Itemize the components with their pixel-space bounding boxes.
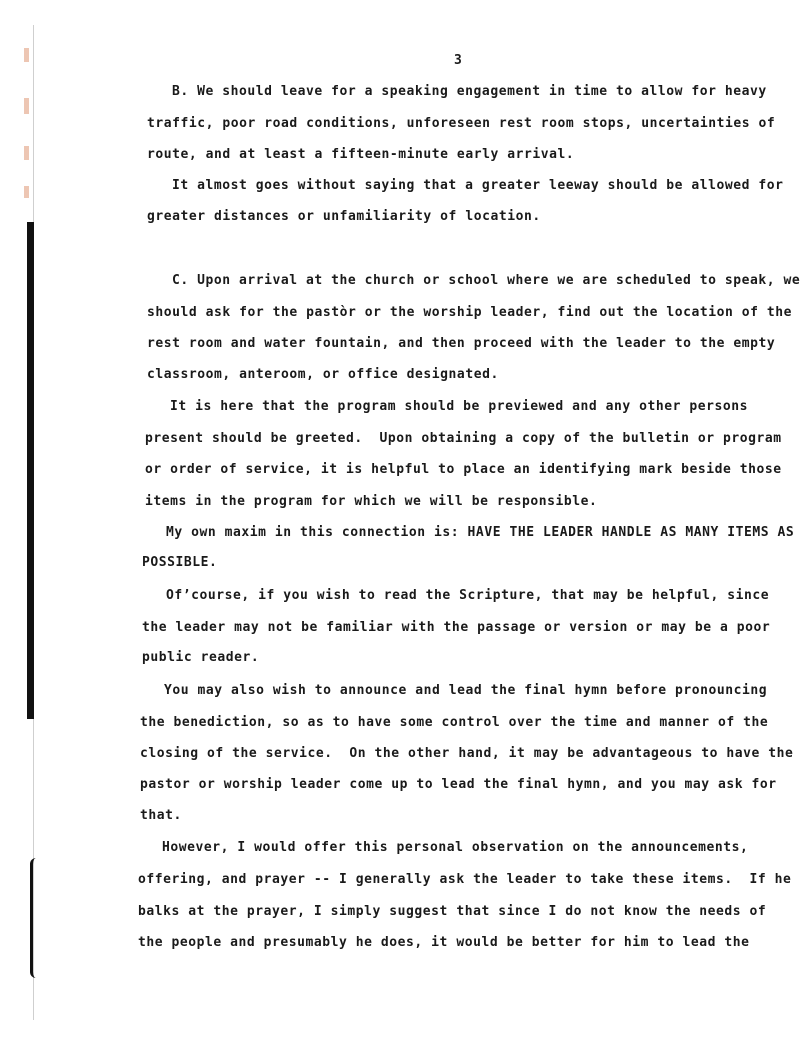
text-line: greater distances or unfamiliarity of location.: [147, 209, 541, 224]
text-line: rest room and water fountain, and then proceed with the leader to the empty: [147, 336, 776, 351]
text-line: balks at the prayer, I simply suggest that since I do not know the needs of: [138, 904, 767, 919]
text-line: public reader.: [142, 650, 260, 665]
text-line: the leader may not be familiar with the passage or version or may be a poor: [142, 620, 771, 635]
text-line: that.: [140, 808, 182, 823]
text-line: should ask for the pastòr or the worship leader, find out the location of the: [147, 305, 793, 320]
page-number: 3: [454, 53, 462, 68]
text-line: It almost goes without saying that a greater leeway should be allowed for: [172, 178, 784, 193]
text-line: POSSIBLE.: [142, 555, 218, 570]
scan-edge-curve: [30, 858, 37, 978]
text-line: C. Upon arrival at the church or school where we are scheduled to speak, we: [172, 273, 800, 288]
text-line: My own maxim in this connection is: HAVE THE LEADER HANDLE AS MANY ITEMS AS: [166, 525, 795, 540]
scan-edge-shadow: [27, 222, 34, 719]
text-line: route, and at least a fifteen-minute early arrival.: [147, 147, 575, 162]
text-line: You may also wish to announce and lead the final hymn before pronouncing: [164, 683, 768, 698]
text-line: pastor or worship leader come up to lead the final hymn, and you may ask for: [140, 777, 777, 792]
text-line: items in the program for which we will be responsible.: [145, 494, 598, 509]
text-line: present should be greeted. Upon obtaining a copy of the bulletin or program: [145, 431, 782, 446]
text-line: offering, and prayer -- I generally ask the leader to take these items. If he: [138, 872, 792, 887]
scan-edge-mark: [24, 146, 29, 160]
text-line: B. We should leave for a speaking engagement in time to allow for heavy: [172, 84, 767, 99]
scan-edge-mark: [24, 98, 29, 114]
scan-edge-mark: [24, 48, 29, 62]
text-line: It is here that the program should be previewed and any other persons: [170, 399, 748, 414]
text-line: or order of service, it is helpful to place an identifying mark beside those: [145, 462, 782, 477]
text-line: closing of the service. On the other hand, it may be advantageous to have the: [140, 746, 794, 761]
text-line: Of’course, if you wish to read the Scripture, that may be helpful, since: [166, 588, 770, 603]
text-line: However, I would offer this personal observation on the announcements,: [162, 840, 749, 855]
text-line: the people and presumably he does, it would be better for him to lead the: [138, 935, 750, 950]
text-line: the benediction, so as to have some control over the time and manner of the: [140, 715, 769, 730]
text-line: classroom, anteroom, or office designated.: [147, 367, 499, 382]
scan-edge-mark: [24, 186, 29, 198]
text-line: traffic, poor road conditions, unforeseen rest room stops, uncertainties of: [147, 116, 776, 131]
